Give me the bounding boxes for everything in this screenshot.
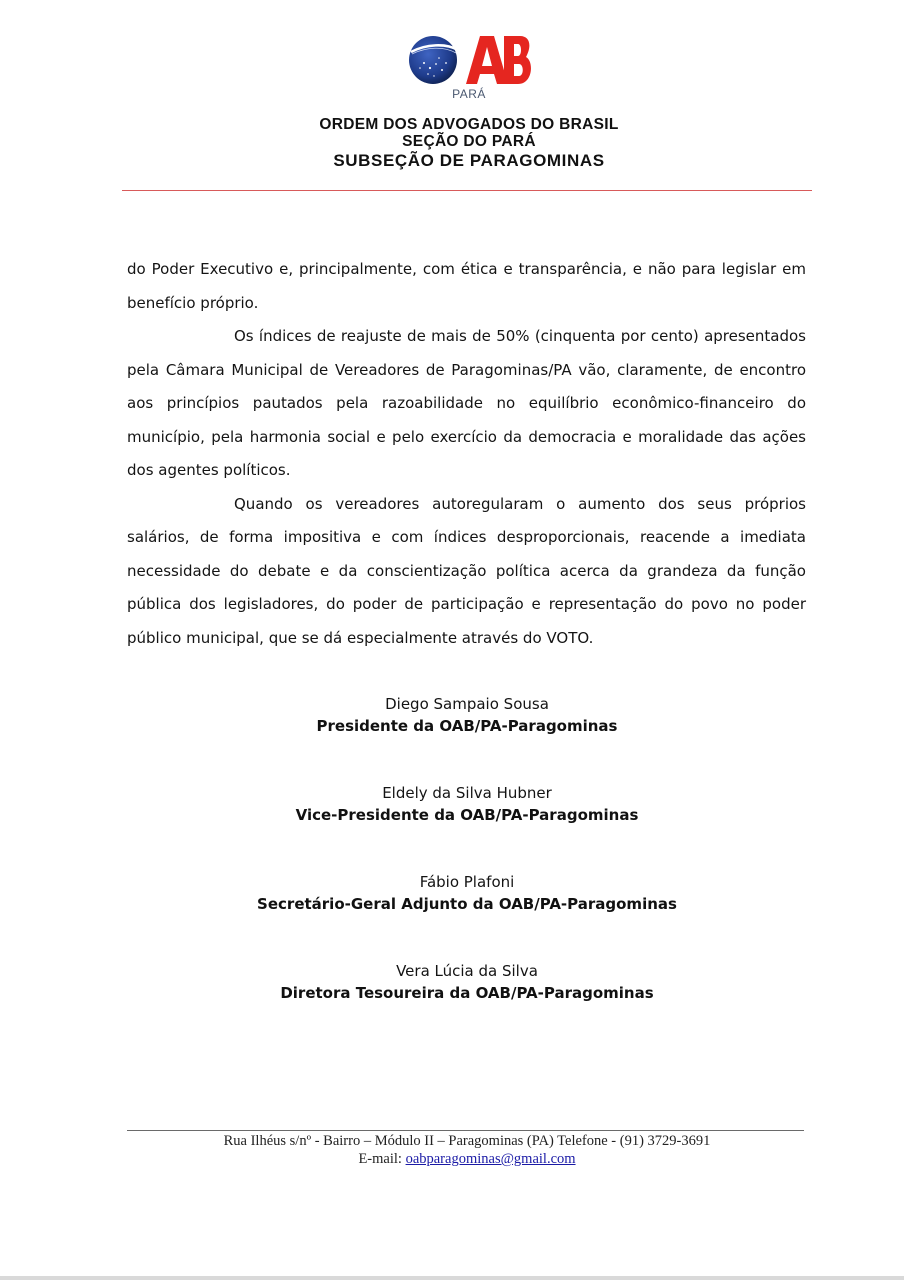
signature-vice-president [0, 782, 904, 871]
paragraph-1: do Poder Executivo e, principalmente, com ética e transparência, e não para legislar em benefício próprio. [127, 260, 806, 312]
page-bottom-edge [0, 1276, 904, 1280]
signer-title: Vice-Presidente da OAB/PA-Paragominas [295, 806, 639, 824]
signer-name: Fábio Plafoni [419, 873, 515, 891]
signature-treasurer [0, 960, 904, 1049]
signer-title: Secretário-Geral Adjunto da OAB/PA-Paragominas [257, 895, 677, 913]
signer-title: Diretora Tesoureira da OAB/PA-Paragominas [280, 984, 654, 1002]
subsection-name: SUBSEÇÃO DE PARAGOMINAS [333, 151, 605, 170]
logo-subtitle: PARÁ [452, 87, 486, 101]
footer-address: Rua Ilhéus s/nº - Bairro – Módulo II – Paragominas (PA) Telefone - (91) 3729-3691 [223, 1133, 711, 1149]
org-name: ORDEM DOS ADVOGADOS DO BRASIL [319, 116, 619, 133]
signer-name: Diego Sampaio Sousa [385, 695, 549, 713]
paragraph-3: Quando os vereadores autoregularam o aumento dos seus próprios salários, de forma impositiva e com índices desproporcionais, reacende a imediata necessidade do debate e da conscientização política acerca da grandeza da função pública dos legisladores, do poder de participação e representação do povo no poder público municipal, que se dá especialmente através do VOTO. [127, 494, 806, 647]
letter-body [127, 253, 806, 655]
email-label: E-mail: [358, 1151, 402, 1167]
signature-block [0, 693, 904, 1049]
oab-logo-graphic [406, 30, 532, 90]
section-name: SEÇÃO DO PARÁ [402, 133, 536, 150]
globe-icon [409, 36, 457, 84]
signature-secretary [0, 871, 904, 960]
footer-divider [127, 1130, 804, 1131]
oab-logo [406, 30, 536, 105]
signer-title: Presidente da OAB/PA-Paragominas [316, 717, 618, 735]
paragraph-2: Os índices de reajuste de mais de 50% (cinquenta por cento) apresentados pela Câmara Municipal de Vereadores de Paragominas/PA vão, claramente, de encontro aos princípios pautados pela razoabilidade no equilíbrio econômico-financeiro do município, pela harmonia social e pelo exercício da democracia e moralidade das ações dos agentes políticos. [127, 327, 806, 479]
signer-name: Eldely da Silva Hubner [382, 784, 552, 802]
signer-name: Vera Lúcia da Silva [396, 962, 538, 980]
header-divider [122, 190, 812, 191]
email-link[interactable]: oabparagominas@gmail.com [405, 1151, 576, 1167]
signature-president [0, 693, 904, 782]
footer-email-line [0, 1151, 904, 1168]
